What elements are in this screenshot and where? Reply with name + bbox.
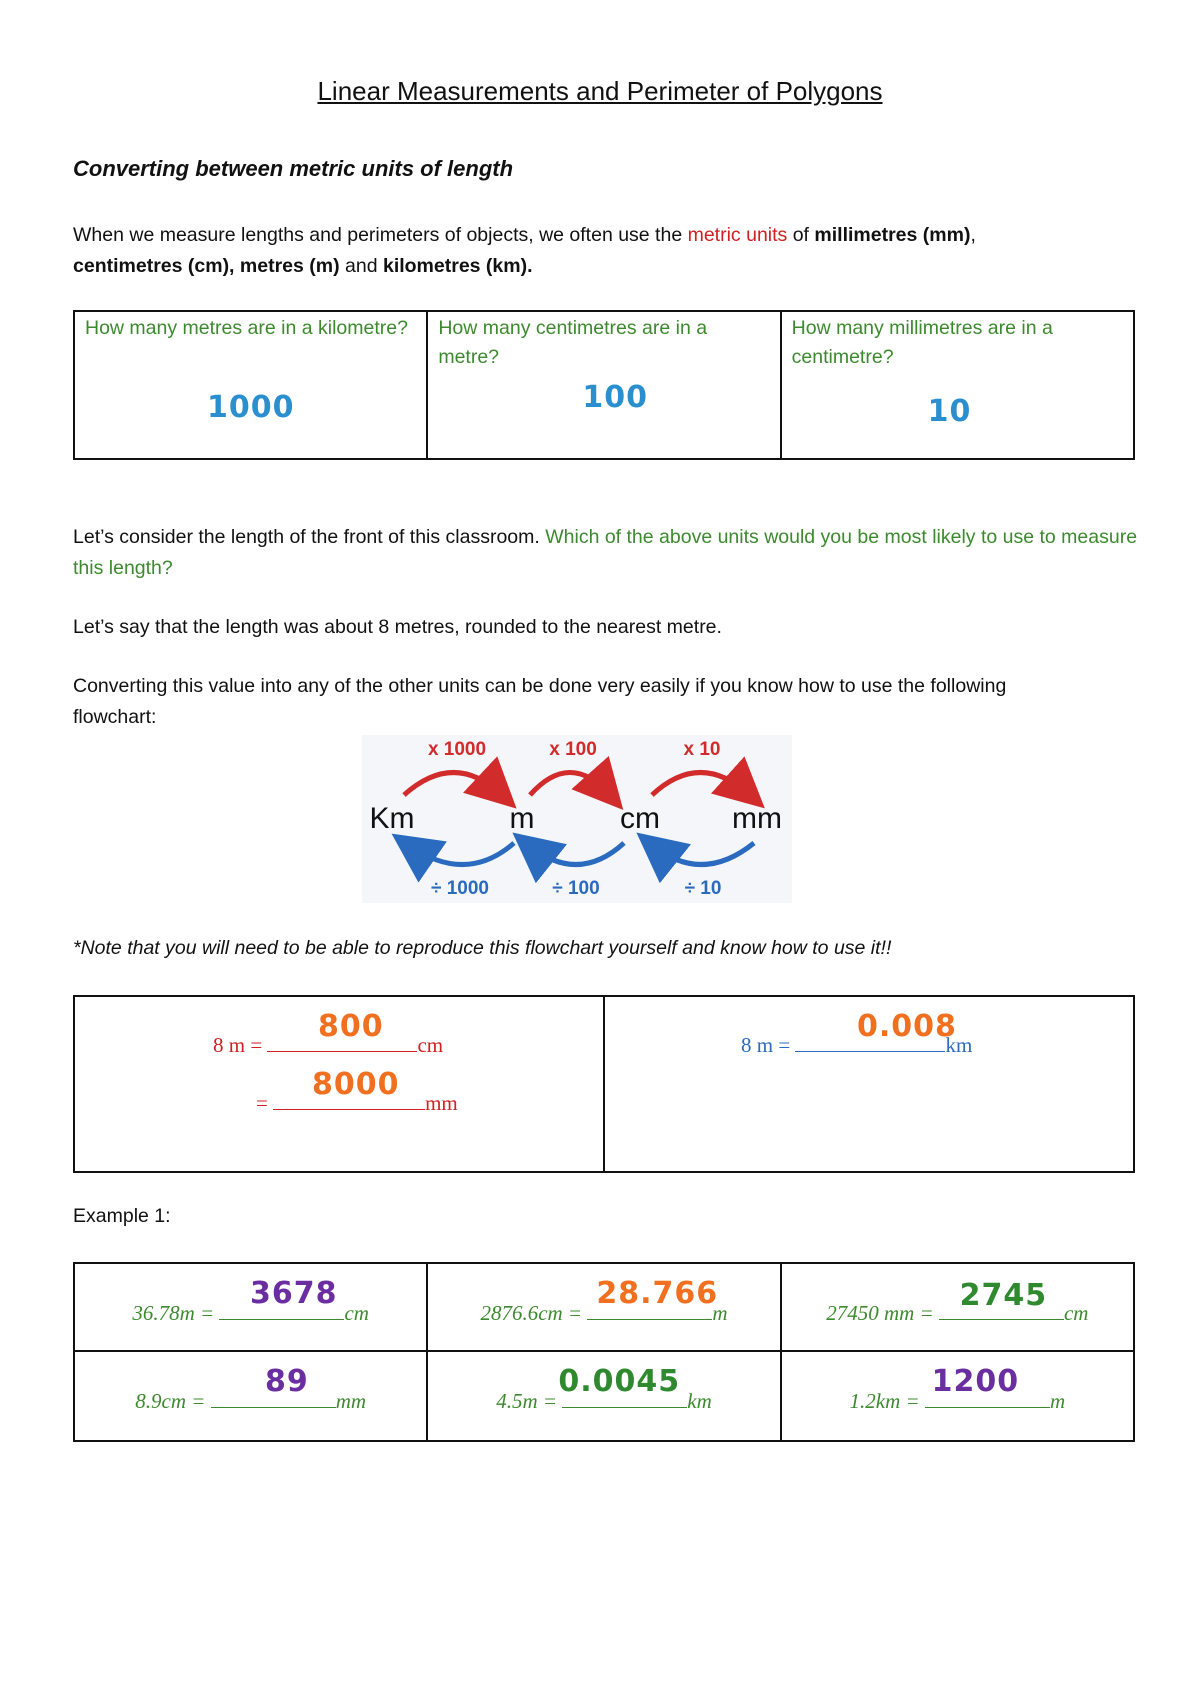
question-cell <box>428 312 781 458</box>
conversion-right <box>605 997 1133 1171</box>
flowchart-note: *Note that you will need to be able to reproduce this flowchart yourself and know how to use it!! <box>73 937 892 959</box>
example-label: Example 1: <box>73 1205 171 1227</box>
conversion-prefix: 8 m = <box>741 1033 796 1057</box>
question-cell <box>782 312 1133 458</box>
divide-label: ÷ 10 <box>684 878 722 899</box>
unit-label: mm <box>732 802 782 835</box>
intro-and: and <box>339 255 383 277</box>
handwritten-answer: 0.008 <box>857 1009 957 1044</box>
cm-m-term: centimetres (cm), metres (m) <box>73 255 340 277</box>
question-text: How many metres are in a kilometre? <box>85 317 408 339</box>
arrow-mm-to-cm <box>652 843 754 865</box>
multiply-label: x 100 <box>549 739 597 760</box>
handwritten-answer: 2745 <box>959 1278 1048 1313</box>
question-cell <box>75 312 428 458</box>
arrow-cm-to-m <box>528 843 624 865</box>
example-unit: mm <box>335 1389 367 1413</box>
handwritten-answer: 1000 <box>207 390 295 425</box>
question-text: How many centimetres are in a metre? <box>438 317 708 368</box>
conversion-unit: mm <box>425 1091 458 1115</box>
example-question: 27450 mm = <box>826 1301 939 1325</box>
example-cell <box>782 1264 1133 1350</box>
handwritten-answer: 28.766 <box>596 1276 719 1311</box>
unit-label: m <box>509 802 535 835</box>
handwritten-answer: 89 <box>265 1364 309 1399</box>
handwritten-answer: 100 <box>582 380 648 415</box>
arrow-km-to-m <box>404 773 502 796</box>
conversion-box <box>73 995 1135 1173</box>
intro-of: of <box>787 224 815 246</box>
conversion-left <box>75 997 605 1171</box>
example-unit: cm <box>1063 1301 1089 1325</box>
multiply-label: x 10 <box>683 739 721 760</box>
example-question: 2876.6cm = <box>480 1301 588 1325</box>
unit-flowchart <box>362 735 792 903</box>
examples-table <box>73 1262 1135 1442</box>
intro-text: When we measure lengths and perimeters of objects, we often use the <box>73 224 688 246</box>
consider-question: Which of the above units would you be most likely to use to measure this length? <box>73 526 1138 579</box>
conversion-unit: km <box>945 1033 973 1057</box>
example-equation <box>782 1297 1133 1326</box>
example-question: 1.2km = <box>849 1389 925 1413</box>
say-paragraph: Let’s say that the length was about 8 metres, rounded to the nearest metre. <box>73 616 722 638</box>
example-cell <box>75 1352 428 1440</box>
example-equation <box>75 1385 426 1414</box>
example-question: 4.5m = <box>496 1389 563 1413</box>
handwritten-answer: 3678 <box>250 1276 338 1311</box>
divide-label: ÷ 1000 <box>431 878 489 899</box>
example-cell <box>428 1264 781 1350</box>
section-subtitle: Converting between metric units of length <box>73 156 514 181</box>
questions-table <box>73 310 1135 460</box>
km-term: kilometres (km). <box>382 255 533 277</box>
example-unit: m <box>1049 1389 1066 1413</box>
question-text: How many millimetres are in a centimetre? <box>791 317 1053 368</box>
handwritten-answer: 0.0045 <box>558 1364 681 1399</box>
handwritten-answer: 8000 <box>312 1067 400 1102</box>
conversion-prefix: = <box>256 1091 274 1115</box>
consider-paragraph <box>73 522 1143 584</box>
multiply-label: x 1000 <box>427 739 487 760</box>
intro-paragraph <box>73 220 1143 282</box>
arrow-m-to-km <box>408 843 514 865</box>
arrow-m-to-cm <box>530 773 610 796</box>
table-row <box>75 1352 1133 1440</box>
conversion-prefix: 8 m = <box>213 1033 268 1057</box>
flowchart-graphic <box>362 735 792 903</box>
handwritten-answer: 10 <box>927 394 972 429</box>
converting-paragraph: Converting this value into any of the other units can be done very easily if you know how to use the following flowchart: <box>73 675 1007 728</box>
example-unit: cm <box>344 1301 369 1325</box>
example-unit: km <box>687 1389 712 1413</box>
unit-label: Km <box>369 802 415 835</box>
metric-units-text: metric units <box>687 224 788 246</box>
unit-label: cm <box>620 802 660 835</box>
example-cell <box>75 1264 428 1350</box>
intro-comma: , <box>970 224 976 246</box>
example-unit: m <box>712 1301 728 1325</box>
page-title: Linear Measurements and Perimeter of Polygons <box>317 76 883 106</box>
divide-label: ÷ 100 <box>552 878 600 899</box>
example-question: 8.9cm = <box>135 1389 211 1413</box>
mm-term: millimetres (mm) <box>814 224 971 246</box>
handwritten-answer: 800 <box>318 1009 384 1044</box>
arrow-cm-to-mm <box>652 773 750 796</box>
example-question: 36.78m = <box>132 1301 220 1325</box>
example-cell <box>428 1352 781 1440</box>
table-row <box>75 1264 1133 1352</box>
handwritten-answer: 1200 <box>931 1364 1020 1399</box>
conversion-unit: cm <box>417 1033 444 1057</box>
consider-text: Let’s consider the length of the front of this classroom. <box>73 526 546 548</box>
example-cell <box>782 1352 1133 1440</box>
